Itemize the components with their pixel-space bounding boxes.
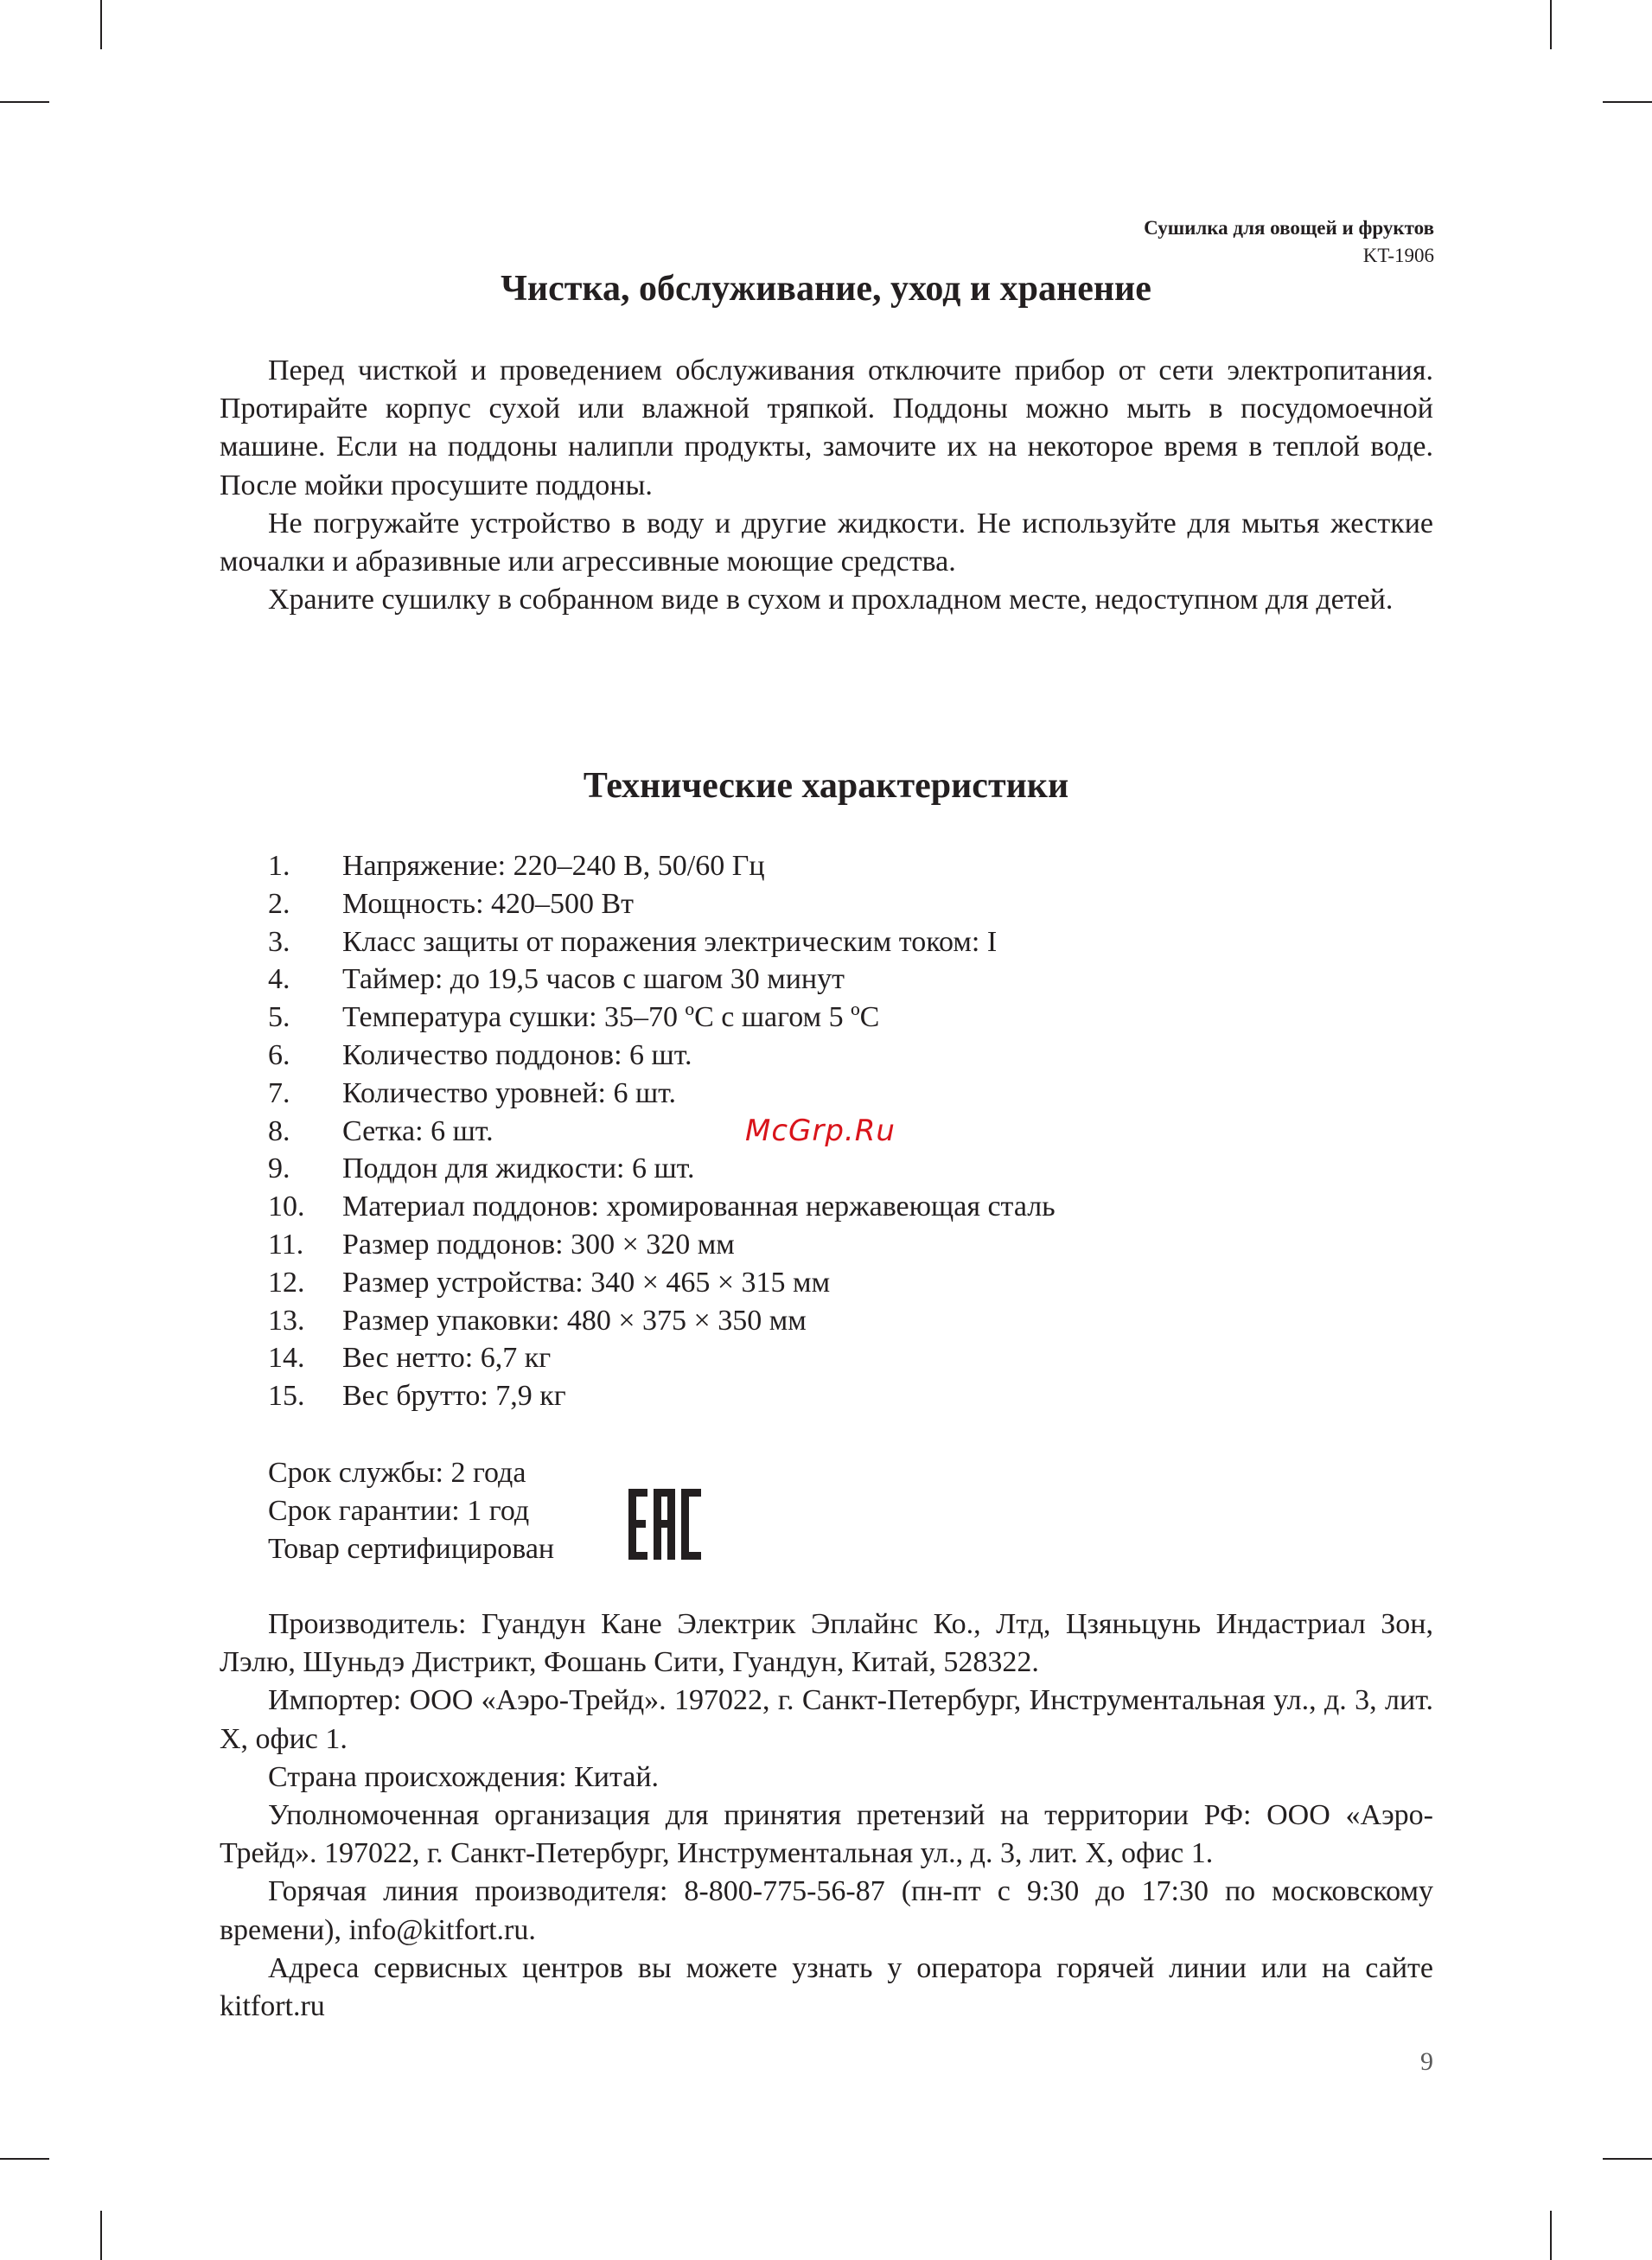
spec-item [268,999,1056,1037]
spec-number: 4. [268,963,290,996]
spec-item [268,1113,1056,1151]
certified-note: Товар сертифицирован [268,1533,555,1565]
running-header [1144,214,1434,270]
crop-mark [0,101,49,103]
crop-mark [0,2158,49,2160]
spec-item [268,1339,1056,1377]
spec-text: Материал поддонов: хромированная нержавеющая сталь [342,1191,1056,1223]
spec-number: 15. [268,1380,305,1413]
importer: Импортер: ООО «Аэро-Трейд». 197022, г. Санкт-Петербург, Инструментальная ул., д. 3, лит. Х, офис 1. [220,1684,1433,1755]
care-paragraph: Храните сушилку в собранном виде в сухом и прохладном месте, недоступном для детей. [268,584,1394,616]
spec-number: 2. [268,887,290,920]
spec-text: Поддон для жидкости: 6 шт. [342,1152,695,1185]
page-number: 9 [1420,2047,1433,2076]
spec-item [268,961,1056,999]
spec-text: Вес нетто: 6,7 кг [342,1342,552,1375]
spec-item [268,1226,1056,1264]
spec-item [268,847,1056,885]
eac-mark-icon [628,1489,701,1560]
service-centers: Адреса сервисных центров вы можете узнать у оператора горячей линии или на сайте kitfort.ru [220,1951,1433,2023]
spec-item [268,1037,1056,1075]
spec-text: Размер устройства: 340 × 465 × 315 мм [342,1266,831,1299]
specs-list [268,847,1056,1415]
spec-item [268,1075,1056,1113]
spec-text: Количество поддонов: 6 шт. [342,1038,692,1071]
crop-mark [1603,101,1652,103]
company-info [220,1606,1433,2026]
spec-number: 6. [268,1038,290,1071]
spec-text: Класс защиты от поражения электрическим током: I [342,925,998,958]
spec-number: 14. [268,1342,305,1375]
specs-title: Технические характеристики [583,766,1069,806]
crop-mark [100,0,102,49]
warranty-period: Срок гарантии: 1 год [268,1495,530,1527]
spec-text: Таймер: до 19,5 часов с шагом 30 минут [342,963,845,996]
spec-text: Вес брутто: 7,9 кг [342,1380,566,1413]
spec-number: 10. [268,1191,305,1223]
spec-text: Сетка: 6 шт. [342,1114,494,1147]
care-title: Чистка, обслуживание, уход и хранение [501,269,1151,309]
spec-number: 8. [268,1114,290,1147]
spec-item [268,1188,1056,1226]
spec-text: Напряжение: 220–240 В, 50/60 Гц [342,850,765,882]
spec-text: Размер упаковки: 480 × 375 × 350 мм [342,1304,807,1337]
header-model: KT-1906 [1362,245,1434,266]
spec-item [268,923,1056,961]
spec-item [268,885,1056,923]
spec-number: 12. [268,1266,305,1299]
spec-number: 9. [268,1152,290,1185]
spec-item [268,1302,1056,1340]
care-paragraph: Перед чисткой и проведением обслуживания отключите прибор от сети электропитания. Протирайте корпус сухой или влажной тряпкой. Поддоны можно мыть в посудомоечной машине. Если на поддоны налипли продукты, замочите их на некоторое время в теплой воде. После мойки просушите поддоны. [220,354,1433,501]
claims-organization: Уполномоченная организация для принятия претензий на территории РФ: ООО «Аэро-Трейд». 197022, г. Санкт-Петербург, Инструментальная ул., д. 3, лит. Х, офис 1. [220,1799,1433,1870]
spec-number: 7. [268,1076,290,1109]
watermark-link[interactable]: McGrp.Ru [745,1114,896,1148]
crop-mark [100,2211,102,2260]
origin-country: Страна происхождения: Китай. [268,1760,660,1793]
care-text [220,352,1433,619]
spec-number: 11. [268,1228,304,1261]
service-life: Срок службы: 2 года [268,1457,526,1489]
spec-text: Температура сушки: 35–70 ºС с шагом 5 ºС [342,1001,880,1034]
crop-mark [1550,2211,1552,2260]
spec-number: 13. [268,1304,305,1337]
spec-text: Мощность: 420–500 Вт [342,887,635,920]
spec-item [268,1150,1056,1188]
spec-number: 3. [268,925,290,958]
spec-text: Количество уровней: 6 шт. [342,1076,676,1109]
header-product: Сушилка для овощей и фруктов [1144,217,1434,239]
care-paragraph: Не погружайте устройство в воду и другие жидкости. Не используйте для мытья жесткие мочалки и абразивные или агрессивные моющие средства. [220,507,1433,578]
spec-number: 5. [268,1001,290,1034]
hotline: Горячая линия производителя: 8-800-775-56-87 (пн-пт с 9:30 до 17:30 по московскому времени), info@kitfort.ru. [220,1875,1433,1946]
crop-mark [1550,0,1552,49]
spec-text: Размер поддонов: 300 × 320 мм [342,1228,735,1261]
service-info [268,1454,554,1568]
spec-item [268,1377,1056,1415]
spec-number: 1. [268,850,290,882]
manufacturer: Производитель: Гуандун Кане Электрик Эплайнс Ко., Лтд, Цзяньцунь Индастриал Зон, Лэлю, Шуньдэ Дистрикт, Фошань Сити, Гуандун, Китай, 528322. [220,1608,1433,1679]
crop-mark [1603,2158,1652,2160]
spec-item [268,1264,1056,1302]
